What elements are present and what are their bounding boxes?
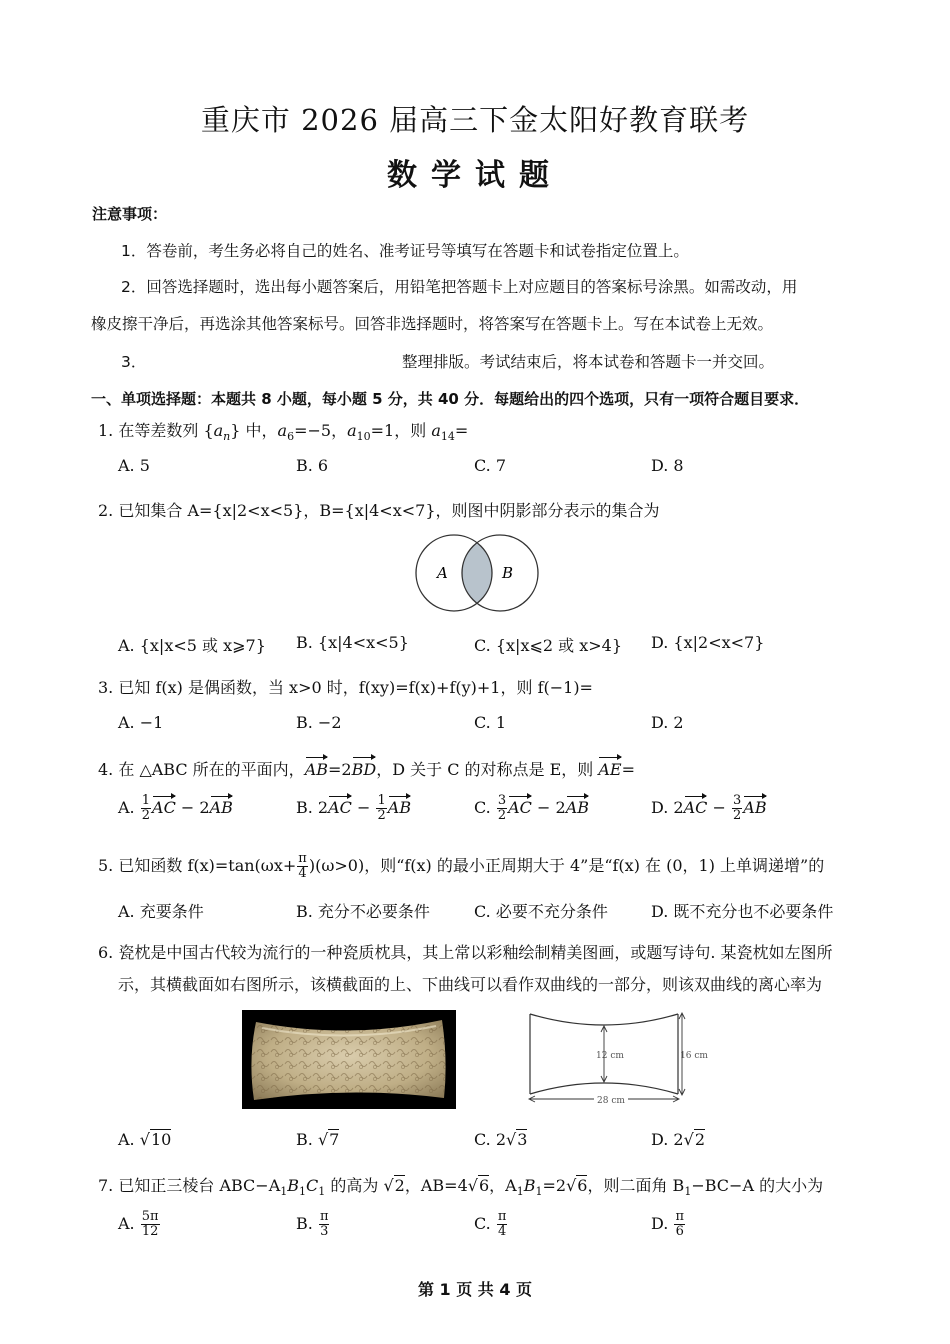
cross-section-diagram xyxy=(522,1010,716,1110)
question-6-option-b: B. √7 xyxy=(296,1130,340,1149)
notice-item-2-line-1: 2．回答选择题时，选出每小题答案后，用铅笔把答题卡上对应题目的答案标号涂黑。如需改动，用 xyxy=(121,278,798,296)
question-6-stem-line-1: 6. 瓷枕是中国古代较为流行的一种瓷质枕具，其上常以彩釉绘制精美图画，或题写诗句. 某瓷枕如左图所 xyxy=(98,943,833,962)
porcelain-pillow-photo xyxy=(242,1010,456,1109)
question-1-option-c: C. 7 xyxy=(474,456,507,475)
notice-item-1: 1．答卷前，考生务必将自己的姓名、准考证号等填写在答题卡和试卷指定位置上。 xyxy=(121,242,689,260)
dimension-inner-height: 12 cm xyxy=(596,1051,624,1061)
question-6-stem-line-2: 示，其横截面如右图所示，该横截面的上、下曲线可以看作双曲线的一部分，则该双曲线的离心率为 xyxy=(118,975,823,994)
dimension-outer-height: 16 cm xyxy=(680,1051,708,1061)
question-3-option-d: D. 2 xyxy=(651,713,684,732)
question-1-option-d: D. 8 xyxy=(651,456,684,475)
exam-subtitle: 数学试题 xyxy=(387,158,563,193)
exam-title: 重庆市 2026 届高三下金太阳好教育联考 xyxy=(200,103,750,137)
question-7-option-a: A. $\frac{5\pi}{12}$ xyxy=(118,1209,159,1239)
question-4-option-b: B. 2AC − $\frac{1}{2}$ AB xyxy=(296,793,412,823)
question-5-option-a: A. 充要条件 xyxy=(118,902,204,921)
question-5-stem: 5. 已知函数 f(x)=tan(ωx+ $\frac{\pi}{4}$ )(ω>0)，则“f(x) 的最小正周期大于 4”是“f(x) 在 (0，1) 上单调递增”的 xyxy=(98,851,825,881)
dimension-width: 28 cm xyxy=(597,1096,625,1106)
venn-diagram xyxy=(410,533,544,613)
notice-heading: 注意事项： xyxy=(92,205,168,223)
question-4-option-a: A. $\frac{1}{2}$ AC − 2AB xyxy=(118,793,233,823)
notice-item-2-line-2: 橡皮擦干净后，再选涂其他答案标号。回答非选择题时，将答案写在答题卡上。写在本试卷上无效。 xyxy=(91,315,774,333)
question-7-option-b: B. $\frac{\pi}{3}$ xyxy=(296,1209,329,1239)
question-3-option-b: B. −2 xyxy=(296,713,342,732)
section-heading: 一、单项选择题：本题共 8 小题，每小题 5 分，共 40 分．每题给出的四个选项，只有一项符合题目要求． xyxy=(91,390,810,408)
question-4-stem: 4. 在 △ABC 所在的平面内，AB=2BD，D 关于 C 的对称点是 E，则 AE= xyxy=(98,760,636,779)
question-6-option-c: C. 2√3 xyxy=(474,1130,528,1149)
question-2-option-d: D. {x|2<x<7} xyxy=(651,633,765,652)
question-6-option-a: A. √10 xyxy=(118,1130,172,1149)
question-6-option-d: D. 2√2 xyxy=(651,1130,705,1149)
question-2-option-c: C. {x|x⩽2 或 x>4} xyxy=(474,636,623,655)
question-5-option-c: C. 必要不充分条件 xyxy=(474,902,608,921)
notice-item-3-number: 3． xyxy=(121,353,147,371)
question-5-option-b: B. 充分不必要条件 xyxy=(296,902,430,921)
question-7-stem: 7. 已知正三棱台 $ABC-A_1B_1C_1$ 的高为 √2，AB=4√6，$A_1B_1=2√6$，则二面角 $B_1-BC-A$ 的大小为 xyxy=(98,1176,824,1199)
question-2-stem: 2. 已知集合 A={x|2<x<5}，B={x|4<x<7}，则图中阴影部分表示的集合为 xyxy=(98,501,660,520)
venn-label-b: B xyxy=(502,564,514,582)
question-4-option-c: C. $\frac{3}{2}$ AC − 2AB xyxy=(474,793,589,823)
page-number: 第 1 页 共 4 页 xyxy=(417,1280,533,1299)
question-2-option-b: B. {x|4<x<5} xyxy=(296,633,409,652)
question-7-option-c: C. $\frac{\pi}{4}$ xyxy=(474,1209,507,1239)
venn-label-a: A xyxy=(437,564,448,582)
question-7-option-d: D. $\frac{\pi}{6}$ xyxy=(651,1209,684,1239)
notice-item-3-text: 整理排版。考试结束后，将本试卷和答题卡一并交回。 xyxy=(402,353,775,371)
question-4-option-d: D. 2AC − $\frac{3}{2}$ AB xyxy=(651,793,767,823)
question-5-option-d: D. 既不充分也不必要条件 xyxy=(651,902,834,921)
question-3-option-c: C. 1 xyxy=(474,713,507,732)
question-1-stem: 1. 在等差数列 $\{a_n\}$ 中，$a_6=-5$，$a_{10}=1$，则 $a_{14}=$ xyxy=(98,421,469,444)
question-1-option-a: A. 5 xyxy=(118,456,150,475)
question-2-option-a: A. {x|x<5 或 x⩾7} xyxy=(118,636,266,655)
question-3-option-a: A. −1 xyxy=(118,713,164,732)
question-3-stem: 3. 已知 f(x) 是偶函数，当 x>0 时，f(xy)=f(x)+f(y)+1，则 f(−1)= xyxy=(98,678,593,697)
question-1-option-b: B. 6 xyxy=(296,456,329,475)
